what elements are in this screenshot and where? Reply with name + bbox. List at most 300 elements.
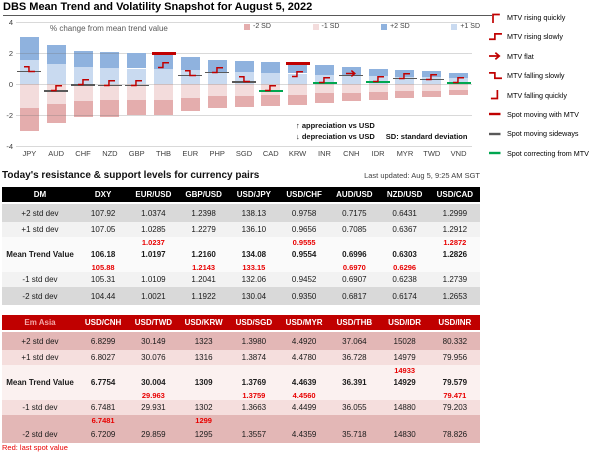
spot-value-cell: 29.963 [141, 390, 165, 400]
value-cell: 0.7085 [342, 225, 367, 234]
value-cell: 0.9452 [291, 275, 317, 284]
mtv-arrow-icon [239, 71, 250, 80]
x-axis-label: GBP [128, 149, 145, 158]
y-axis-tick: 2 [8, 48, 13, 58]
sd2-down-segment [20, 108, 39, 131]
legend-item-spot-with-mtv [489, 109, 603, 120]
mtv-arrow-icon [319, 72, 330, 81]
value-cell: 1.0021 [141, 291, 166, 301]
mtv-legend [489, 12, 603, 167]
legend-item-mtv-rising-slowly [489, 31, 603, 42]
spot-value-cell [179, 390, 229, 400]
gridline-overlay [20, 115, 39, 116]
row-label-empty [2, 237, 78, 247]
note-sd: SD: standard deviation [385, 132, 468, 141]
x-axis-label: NZD [102, 149, 118, 158]
spot-value-cell [128, 262, 178, 272]
spot-value-cell [229, 237, 279, 247]
value-cell: 1.2653 [442, 291, 468, 301]
value-cell: 36.728 [342, 353, 367, 362]
sd1-down-segment [154, 84, 173, 100]
value-cell: 1.3769 [241, 378, 267, 387]
value-cell: 0.9554 [291, 250, 317, 259]
row-label: +2 std dev [21, 208, 59, 218]
value-cell: 1.0374 [141, 208, 166, 218]
table-section-header [2, 170, 480, 181]
header-row [2, 187, 480, 203]
gridline [16, 22, 472, 23]
sd-legend-item [381, 23, 410, 30]
spot-value-cell: 4.4560 [292, 390, 316, 400]
sd2-down-segment [288, 95, 307, 105]
sd2-down-segment [449, 90, 468, 95]
value-cell: 0.6174 [392, 291, 417, 301]
value-cell: 79.579 [442, 378, 468, 387]
sd1-down-segment [422, 84, 441, 91]
fx-levels-table [2, 187, 480, 305]
legend-label: MTV falling slowly [507, 71, 565, 81]
value-cell: 29.859 [141, 429, 166, 439]
table-head [2, 315, 480, 331]
value-cell: 0.9350 [291, 291, 317, 301]
value-cell: 0.9758 [291, 208, 317, 218]
value-cell: 35.718 [342, 429, 367, 439]
spot-value-cell [430, 415, 480, 425]
column-header: USD/CAD [436, 190, 474, 199]
value-cell: 107.92 [90, 208, 116, 218]
spot-value-cell: 1.3759 [242, 390, 266, 400]
spot-row [2, 237, 480, 247]
value-cell: 130.04 [241, 291, 267, 301]
value-cell: 37.064 [342, 336, 367, 346]
sd1-down-segment [369, 84, 388, 92]
sd2-down-segment [369, 92, 388, 100]
spot-value-cell [78, 237, 128, 247]
gridline-overlay [288, 84, 307, 85]
value-cell: 1.0197 [141, 250, 166, 259]
spot-with-mtv-icon [489, 110, 503, 118]
row-label-empty [2, 390, 78, 400]
gridline-overlay [100, 53, 119, 54]
column-header: USD/KRW [184, 318, 223, 327]
value-cell: 1.3980 [241, 336, 267, 346]
value-cell: 79.956 [442, 353, 468, 362]
section-title: Today's resistance & support levels for currency pairs [2, 170, 260, 181]
spot-value-cell: 79.471 [443, 390, 467, 400]
x-axis-label: VND [450, 149, 467, 158]
mtv-falling-quickly-icon [489, 90, 503, 100]
gridline-overlay [422, 84, 441, 85]
spot-sideways-icon [489, 130, 503, 138]
legend-item-spot-correcting [489, 148, 603, 159]
sd2-down-segment [181, 98, 200, 112]
mtv-arrow-icon [24, 61, 35, 70]
mtv-arrow-icon [292, 66, 303, 75]
mtv-arrow-icon [78, 74, 89, 83]
sd2-up-segment [261, 62, 280, 73]
sd2-up-segment [20, 37, 39, 60]
spot-value-cell [128, 365, 178, 375]
spot-value-cell [279, 365, 329, 375]
spot-value-cell [380, 390, 430, 400]
em-asia-table [2, 315, 480, 443]
table-row [2, 425, 480, 443]
gridline-overlay [47, 53, 66, 54]
table-row [2, 247, 480, 262]
value-cell: 29.931 [141, 403, 166, 412]
mtv-arrow-icon [185, 65, 196, 74]
legend-label: MTV flat [507, 51, 534, 61]
header-row [2, 315, 480, 331]
spot-value-cell [179, 365, 229, 375]
spot-row [2, 365, 480, 375]
group-header: DM [33, 190, 47, 199]
mtv-rising-quickly-icon [489, 13, 503, 23]
last-updated-label: Last updated: Aug 5, 9:25 AM SGT [364, 171, 480, 180]
column-header: USD/SGD [235, 318, 273, 327]
sd1-down-segment [208, 84, 227, 96]
x-axis-label: IDR [371, 149, 385, 158]
mtv-falling-slowly-icon [489, 71, 503, 81]
table-row [2, 272, 480, 287]
spot-value-cell: 1.2143 [192, 262, 216, 272]
row-label-empty [2, 262, 78, 272]
spot-value-cell [329, 237, 379, 247]
value-cell: 36.391 [342, 378, 367, 387]
sd2-down-segment [235, 96, 254, 108]
mtv-arrow-icon [399, 68, 410, 77]
value-cell: 78.826 [442, 429, 468, 439]
table-row [2, 400, 480, 415]
value-cell: 6.8027 [90, 353, 116, 362]
note-appreciation: ↑ appreciation vs USD [296, 121, 375, 130]
chart-notes [296, 120, 478, 142]
value-cell: 14880 [393, 403, 416, 412]
value-cell: 1295 [194, 429, 213, 439]
mtv-arrow-icon [158, 57, 169, 66]
value-cell: 0.6431 [392, 208, 417, 218]
sd2-down-segment [395, 91, 414, 98]
column-header: USD/JPY [236, 190, 271, 199]
value-cell: 0.9656 [291, 225, 317, 234]
mtv-arrow-icon [212, 62, 223, 71]
spot-value-cell [430, 262, 480, 272]
sd1-up-segment [154, 69, 173, 85]
x-axis-label: MYR [396, 149, 414, 158]
gridline-overlay [208, 84, 227, 85]
gridline [16, 146, 472, 147]
sd1-down-segment [288, 84, 307, 95]
value-cell: 4.4499 [291, 403, 317, 412]
note-depreciation-sd [296, 131, 478, 142]
column-header: EUR/USD [135, 190, 172, 199]
column-header: USD/INR [438, 318, 472, 327]
mtv-arrow-icon [346, 65, 357, 74]
table-row [2, 331, 480, 350]
value-cell: 15028 [393, 336, 416, 346]
value-cell: 1.1922 [191, 291, 216, 301]
row-label-empty [2, 415, 78, 425]
value-cell: 1.2279 [191, 225, 216, 234]
table-row [2, 350, 480, 365]
column-header: USD/MYR [285, 318, 323, 327]
value-cell: 1309 [194, 378, 213, 387]
value-cell: 4.4920 [291, 336, 317, 346]
legend-label: Spot moving with MTV [507, 109, 579, 119]
sd-legend-item [244, 23, 271, 30]
fx-levels-table [2, 315, 480, 443]
spot-value-cell: 0.6296 [393, 262, 417, 272]
value-cell: 4.4780 [291, 353, 317, 362]
column-header: USD/IDR [388, 318, 422, 327]
x-axis-label: AUD [48, 149, 65, 158]
gridline-overlay [342, 84, 361, 85]
value-cell: 1323 [194, 336, 213, 346]
gridline-overlay [74, 115, 93, 116]
spot-marker [152, 52, 176, 55]
value-cell: 0.7175 [342, 208, 367, 218]
value-cell: 14929 [393, 378, 416, 387]
mtv-arrow-icon [131, 75, 142, 84]
value-cell: 4.4639 [291, 378, 317, 387]
gridline-overlay [20, 84, 39, 85]
sd2-down-segment [47, 104, 66, 123]
legend-label: MTV rising slowly [507, 32, 563, 42]
table-row [2, 222, 480, 237]
x-axis-label: SGD [235, 149, 253, 158]
spot-value-cell [329, 390, 379, 400]
value-cell: 105.31 [90, 275, 116, 284]
value-cell: 6.8299 [90, 336, 116, 346]
spot-value-cell: 0.9555 [292, 237, 316, 247]
row-label: +1 std dev [21, 225, 59, 234]
value-cell: 0.6238 [392, 275, 417, 284]
spot-value-cell: 6.7481 [91, 415, 115, 425]
legend-label: Spot moving sideways [507, 129, 579, 139]
value-cell: 14830 [393, 429, 416, 439]
row-label: -2 std dev [22, 291, 58, 301]
value-cell: 1.2398 [191, 208, 216, 218]
spot-value-cell [128, 415, 178, 425]
column-header: USD/THB [336, 318, 373, 327]
dm-table [2, 187, 480, 305]
value-cell: 0.6817 [342, 291, 367, 301]
sd2-down-segment [127, 100, 146, 115]
spot-value-cell [380, 237, 430, 247]
sd2-up-segment [47, 45, 66, 64]
value-cell: 6.7209 [90, 429, 116, 439]
column-header: GBP/USD [185, 190, 222, 199]
value-cell: 30.004 [141, 378, 166, 387]
sd-legend-label: +1 SD [460, 23, 480, 30]
value-cell: 138.13 [241, 208, 267, 218]
value-cell: 106.18 [90, 250, 116, 259]
sd-swatch-icon [381, 24, 387, 30]
x-axis-label: CNH [343, 149, 360, 158]
value-cell: 132.06 [241, 275, 267, 284]
value-cell: 1302 [194, 403, 213, 412]
value-cell: 14979 [393, 353, 416, 362]
column-header: USD/CHF [286, 190, 322, 199]
spot-value-cell [329, 365, 379, 375]
mtv-arrow-icon [265, 80, 276, 89]
table-row [2, 287, 480, 305]
row-label: -2 std dev [22, 429, 58, 439]
value-cell: 1.2041 [191, 275, 216, 284]
legend-label: Spot correcting from MTV [507, 148, 589, 158]
x-axis-label: CAD [262, 149, 279, 158]
gridline-overlay [20, 53, 39, 54]
spot-correcting-icon [489, 149, 503, 157]
value-cell: 79.203 [442, 403, 468, 412]
spot-row [2, 262, 480, 272]
row-label: -1 std dev [22, 403, 58, 412]
spot-value-cell [78, 390, 128, 400]
y-axis-tick: 0 [8, 79, 13, 89]
gridline-overlay [395, 84, 414, 85]
value-cell: 0.6907 [342, 275, 367, 284]
row-label: Mean Trend Value [6, 250, 74, 259]
x-axis-label: THB [155, 149, 171, 158]
value-cell: 1.2826 [442, 250, 468, 259]
legend-item-mtv-falling-quickly [489, 90, 603, 101]
sd-legend-item [313, 23, 340, 30]
legend-label: MTV rising quickly [507, 13, 566, 22]
column-header: DXY [94, 190, 112, 199]
mtv-arrow-icon [453, 72, 464, 81]
spot-value-cell: 133.15 [242, 262, 266, 272]
mtv-arrow-icon [51, 80, 62, 89]
sd-swatch-icon [244, 24, 250, 30]
spot-row [2, 415, 480, 425]
gridline-overlay [154, 84, 173, 85]
spot-value-cell [329, 415, 379, 425]
row-label: +1 std dev [21, 353, 59, 362]
value-cell: 0.6367 [392, 225, 417, 234]
row-label: -1 std dev [22, 275, 58, 284]
x-axis-label: PHP [209, 149, 225, 158]
value-cell: 80.332 [442, 336, 468, 346]
spot-marker [286, 62, 310, 65]
x-axis-label: JPY [22, 149, 37, 158]
gridline-overlay [47, 115, 66, 116]
chart-subtitle: % change from mean trend value [50, 24, 168, 33]
value-cell: 6.7481 [90, 403, 116, 412]
sd-swatch-icon [313, 24, 319, 30]
sd2-down-segment [342, 93, 361, 102]
sd-legend-item [451, 23, 480, 30]
table-row [2, 375, 480, 390]
column-header: USD/TWD [134, 318, 173, 327]
value-cell: 30.149 [141, 336, 166, 346]
value-cell: 1.3663 [241, 403, 267, 412]
sd1-down-segment [315, 84, 334, 93]
column-header: AUD/USD [336, 190, 373, 199]
row-label: +2 std dev [21, 336, 59, 346]
spot-value-cell: 105.88 [91, 262, 115, 272]
table-body [2, 331, 480, 443]
gridline-overlay [74, 53, 93, 54]
sd-legend-label: +2 SD [390, 23, 410, 30]
value-cell: 36.055 [342, 403, 367, 412]
mtv-arrow-icon [426, 69, 437, 78]
note-depreciation: ↓ depreciation vs USD [296, 132, 375, 141]
row-label: Mean Trend Value [6, 378, 74, 387]
gridline-overlay [100, 115, 119, 116]
value-cell: 0.6996 [342, 250, 367, 259]
value-cell: 107.05 [90, 225, 116, 234]
sd1-down-segment [20, 84, 39, 108]
column-header: USD/CNH [84, 318, 122, 327]
value-cell: 30.076 [141, 353, 166, 362]
x-axis-label: INR [318, 149, 331, 158]
spot-value-cell: 1.0237 [141, 237, 165, 247]
spot-value-cell [279, 262, 329, 272]
mtv-arrow-icon [104, 75, 115, 84]
y-axis-tick: -4 [6, 141, 13, 151]
value-cell: 1.3874 [241, 353, 267, 362]
value-cell: 4.4359 [291, 429, 317, 439]
y-axis-tick: 4 [8, 17, 13, 27]
sd-swatch-icon [451, 24, 457, 30]
table-row [2, 203, 480, 222]
sd2-up-segment [127, 53, 146, 68]
value-cell: 1316 [194, 353, 213, 362]
value-cell: 0.6303 [392, 250, 417, 259]
sd-legend-label: -2 SD [253, 23, 271, 30]
value-cell: 1.0109 [141, 275, 166, 284]
value-cell: 134.08 [241, 250, 267, 259]
sd-legend [244, 23, 480, 30]
table-head [2, 187, 480, 203]
spot-value-cell [380, 415, 430, 425]
sd1-down-segment [235, 84, 254, 96]
spot-value-cell [179, 237, 229, 247]
spot-value-cell: 0.6970 [342, 262, 366, 272]
legend-item-mtv-falling-slowly [489, 70, 603, 81]
column-header: NZD/USD [386, 190, 423, 199]
spot-row [2, 390, 480, 400]
gridline-overlay [181, 84, 200, 85]
x-axis-label: EUR [182, 149, 199, 158]
spot-value-cell [78, 365, 128, 375]
value-cell: 6.7754 [90, 378, 116, 387]
footnote-red-spot: Red: last spot value [2, 443, 68, 452]
value-cell: 1.2912 [442, 225, 468, 234]
x-axis-label: CHF [75, 149, 91, 158]
legend-item-mtv-flat [489, 51, 603, 62]
sd-legend-label: -1 SD [321, 23, 340, 30]
value-cell: 1.0285 [141, 225, 166, 234]
sd1-down-segment [181, 84, 200, 98]
spot-value-cell: 1299 [195, 415, 212, 425]
spot-value-cell [229, 415, 279, 425]
gridline-overlay [235, 84, 254, 85]
legend-item-spot-sideways [489, 128, 603, 139]
value-cell: 104.44 [90, 291, 116, 301]
value-cell: 1.2999 [442, 208, 468, 218]
spot-value-cell [430, 365, 480, 375]
page-title: DBS Mean Trend and Volatility Snapshot for August 5, 2022 [3, 1, 492, 16]
value-cell: 1.3557 [241, 429, 267, 439]
legend-label: MTV falling quickly [507, 90, 567, 100]
sd2-down-segment [315, 93, 334, 102]
sd2-down-segment [261, 95, 280, 106]
sd2-down-segment [154, 100, 173, 116]
mtv-arrow-icon [373, 71, 384, 80]
sd1-down-segment [342, 84, 361, 93]
legend-item-mtv-rising-quickly [489, 12, 603, 23]
